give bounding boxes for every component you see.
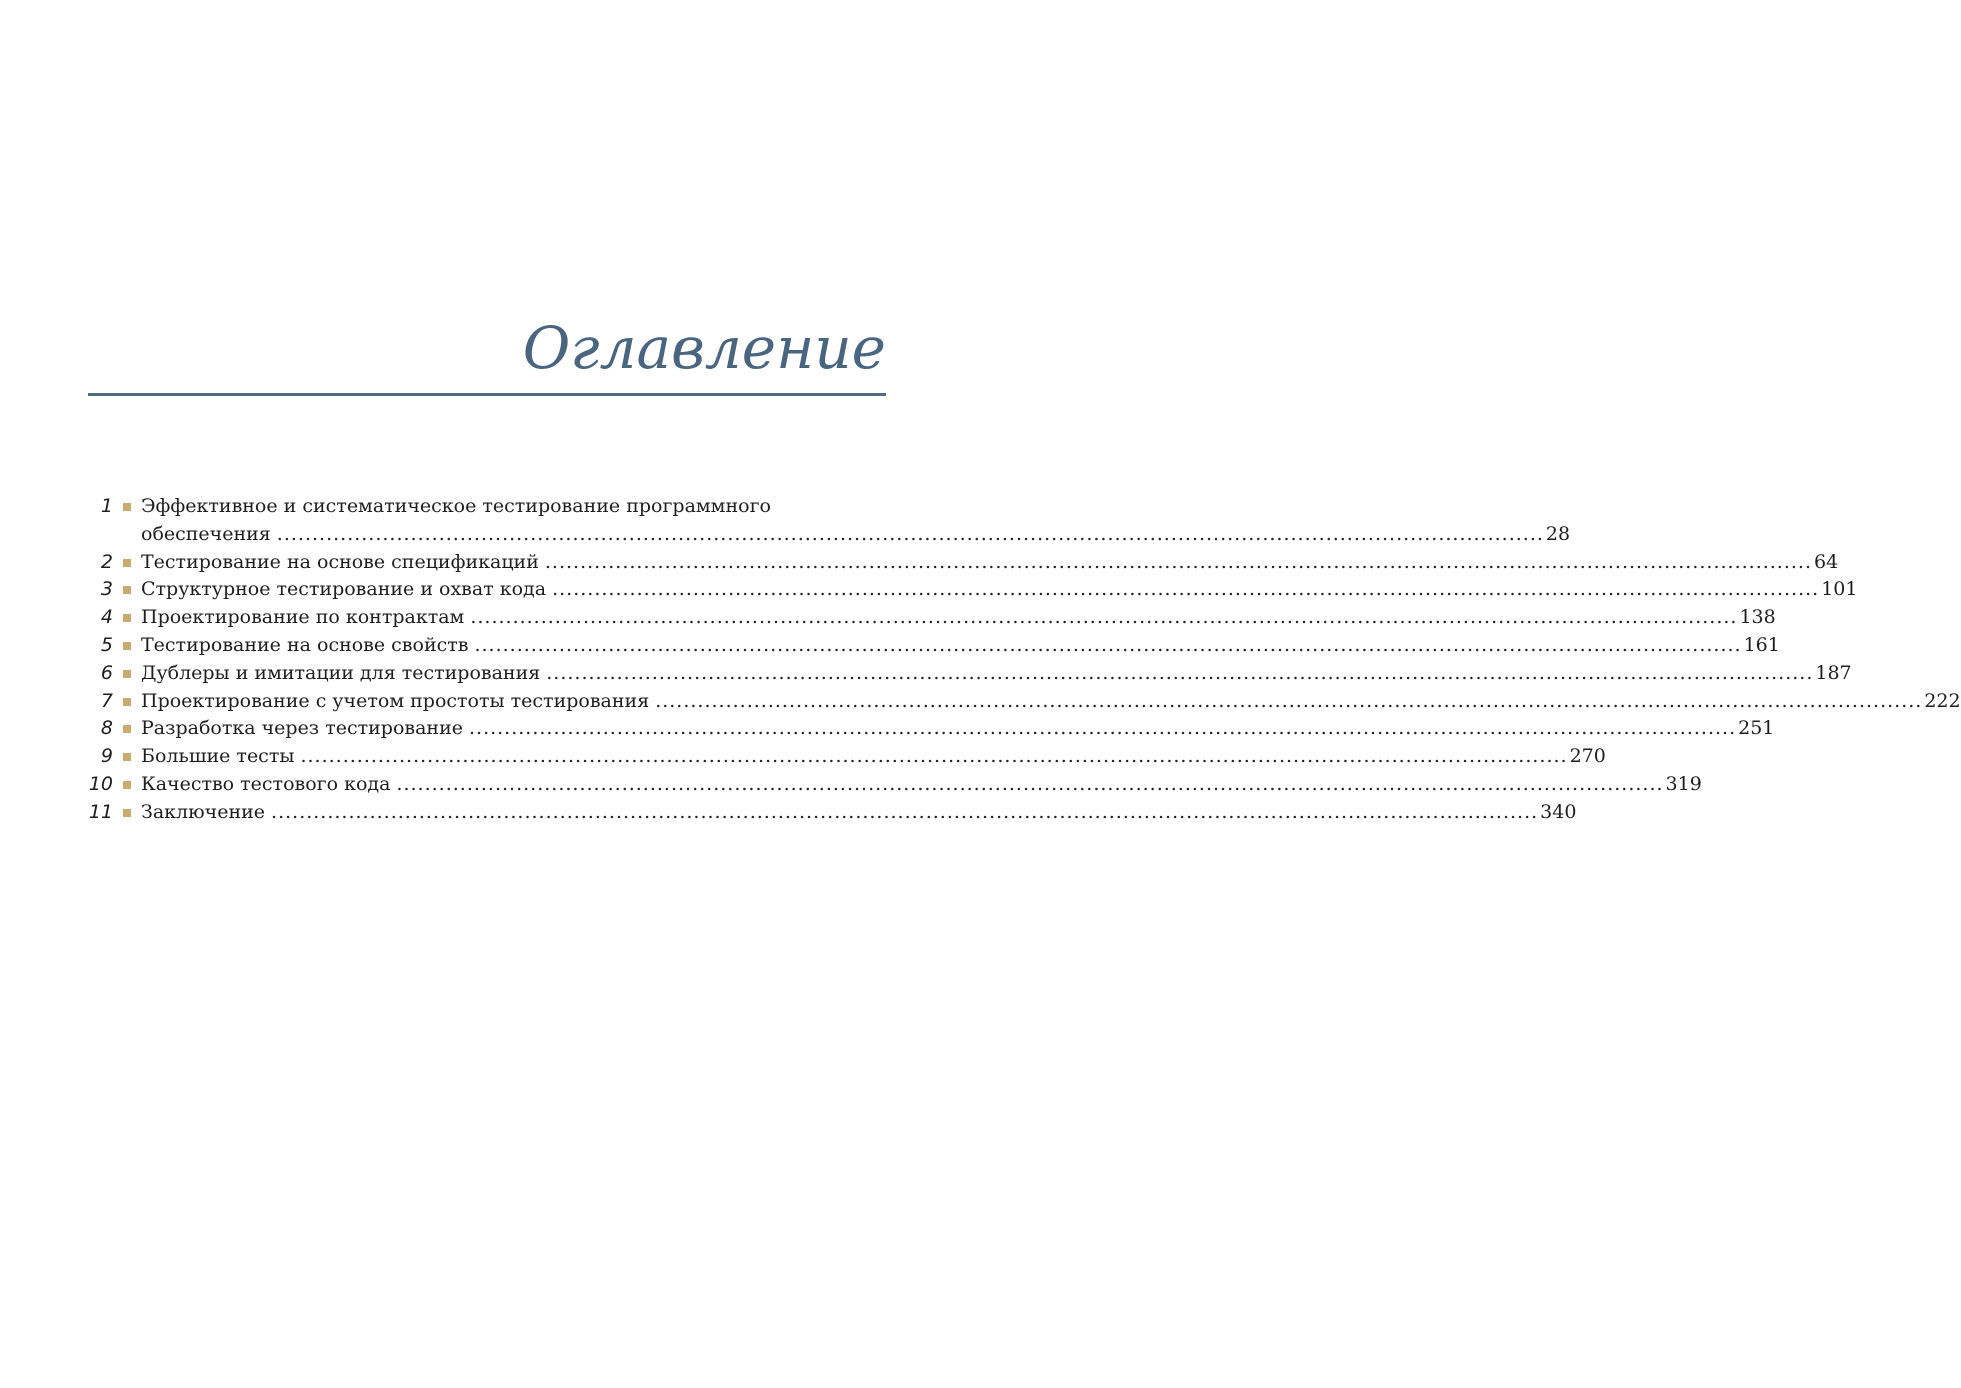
chapter-title: Эффективное и систематическое тестирование программного xyxy=(141,495,771,517)
page-number: 138 xyxy=(1739,606,1776,629)
page-title: Оглавление xyxy=(522,314,886,382)
chapter-title: Дублеры и имитации для тестирования xyxy=(141,661,541,684)
dot-leader: .................................................................................................................................................................................... xyxy=(474,633,1742,656)
toc-entry-3[interactable] xyxy=(88,576,1858,604)
bullet-square-icon xyxy=(123,642,131,650)
chapter-number: 8 xyxy=(100,717,113,740)
toc-entry-7[interactable] xyxy=(88,688,1961,716)
chapter-number: 3 xyxy=(100,578,113,601)
dot-leader: .................................................................................................................................................................................... xyxy=(546,661,1814,684)
bullet-square-icon xyxy=(123,781,131,789)
chapter-title: Разработка через тестирование xyxy=(141,717,463,740)
bullet-square-icon xyxy=(123,586,131,594)
bullet-square-icon xyxy=(123,614,131,622)
chapter-number: 1 xyxy=(100,495,113,517)
page-number: 222 xyxy=(1924,689,1961,712)
toc-entry-6[interactable] xyxy=(88,660,1852,688)
chapter-title: Проектирование по контрактам xyxy=(141,606,465,629)
toc-entry-11[interactable] xyxy=(88,799,1577,827)
bullet-square-icon xyxy=(123,503,131,511)
chapter-number: 11 xyxy=(88,800,113,823)
toc-entry-10[interactable] xyxy=(88,771,1702,799)
toc-entry-9[interactable] xyxy=(88,743,1606,771)
chapter-title: Заключение xyxy=(141,800,266,823)
page-number: 340 xyxy=(1540,800,1577,823)
toc-entry-5[interactable] xyxy=(88,632,1780,660)
chapter-title: Большие тесты xyxy=(141,745,295,768)
toc-entry-4[interactable] xyxy=(88,604,1776,632)
bullet-square-icon xyxy=(123,670,131,678)
bullet-square-icon xyxy=(123,698,131,706)
dot-leader: .................................................................................................................................................................................... xyxy=(544,550,1813,573)
page-number: 187 xyxy=(1815,661,1852,684)
title-rule xyxy=(88,393,886,396)
dot-leader: .................................................................................................................................................................................... xyxy=(655,689,1923,712)
bullet-square-icon xyxy=(123,753,131,761)
chapter-number: 2 xyxy=(100,550,113,573)
dot-leader: .................................................................................................................................................................................... xyxy=(300,745,1568,768)
page-number: 161 xyxy=(1743,633,1780,656)
toc-entry-1[interactable] xyxy=(88,493,1571,549)
chapter-number: 4 xyxy=(100,606,113,629)
dot-leader: .................................................................................................................................................................................... xyxy=(271,800,1539,823)
chapter-title-continued: обеспечения xyxy=(141,522,271,545)
chapter-number: 5 xyxy=(100,633,113,656)
bullet-square-icon xyxy=(123,725,131,733)
table-of-contents xyxy=(88,493,1961,827)
dot-leader: .................................................................................................................................................................................... xyxy=(552,578,1820,601)
chapter-title: Проектирование с учетом простоты тестирования xyxy=(141,689,650,712)
page-number: 270 xyxy=(1569,745,1606,768)
chapter-number: 10 xyxy=(88,772,113,795)
bullet-square-icon xyxy=(123,809,131,817)
chapter-title: Качество тестового кода xyxy=(141,772,391,795)
toc-entry-8[interactable] xyxy=(88,715,1775,743)
chapter-number: 6 xyxy=(100,661,113,684)
dot-leader: .................................................................................................................................................................................... xyxy=(468,717,1737,740)
page-number: 64 xyxy=(1814,550,1839,573)
dot-leader: .................................................................................................................................................................................... xyxy=(396,772,1664,795)
dot-leader: .................................................................................................................................................................................... xyxy=(276,522,1544,545)
bullet-square-icon xyxy=(123,559,131,567)
chapter-number: 7 xyxy=(100,689,113,712)
page-number: 28 xyxy=(1545,522,1571,545)
chapter-title: Тестирование на основе спецификаций xyxy=(141,550,539,573)
chapter-title: Тестирование на основе свойств xyxy=(141,633,469,656)
page-number: 319 xyxy=(1665,772,1702,795)
dot-leader: .................................................................................................................................................................................... xyxy=(470,606,1738,629)
toc-entry-2[interactable] xyxy=(88,549,1839,577)
chapter-title: Структурное тестирование и охват кода xyxy=(141,578,547,601)
page-number: 251 xyxy=(1738,717,1775,740)
chapter-number: 9 xyxy=(100,745,113,768)
page-number: 101 xyxy=(1821,578,1858,601)
